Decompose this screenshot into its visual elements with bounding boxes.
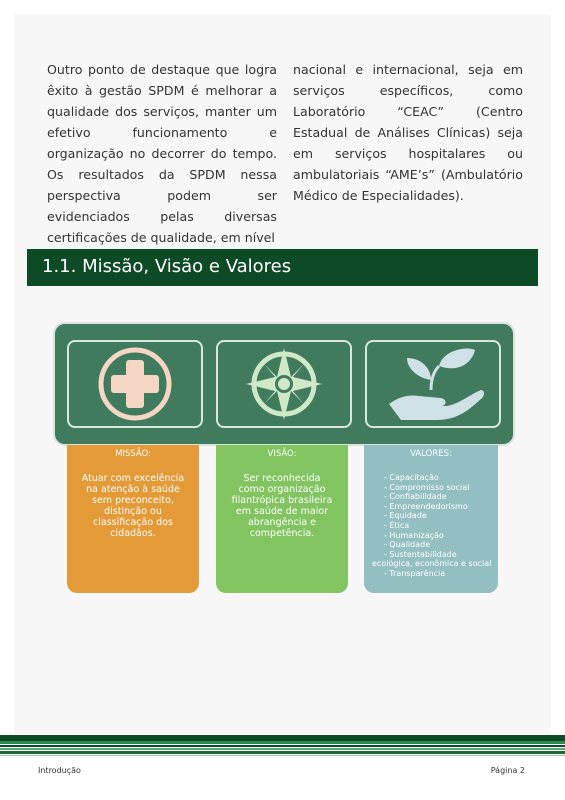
mission-card-title: MISSÃO: (115, 449, 151, 459)
mission-card (67, 445, 199, 593)
footer-stripe (0, 741, 565, 744)
footer-stripe (0, 745, 565, 747)
values-list-item: - Ética (384, 520, 410, 530)
values-list-item: - Transparência (384, 568, 446, 578)
body-paragraph-right: nacional e internacional, seja em serviços específicos, como Laboratório “CEAC” (Centro Estadual de Análises Clínicas) seja em serviços hospitalares ou ambulatoriais “AME’s” (Ambulatório Médico de Especialidades). (293, 61, 523, 203)
values-list-item: - Empreendedorismo (384, 501, 468, 511)
values-list-item: - Sustentabilidade (384, 549, 457, 559)
footer-stripe (0, 755, 565, 756)
icon-panel (53, 322, 515, 446)
values-list-item: - Qualidade (384, 540, 431, 550)
footer-page-number: Página 2 (490, 766, 525, 775)
values-list-item: - Equidade (384, 511, 427, 521)
footer-stripe (0, 751, 565, 754)
compass-rose-icon (218, 342, 350, 426)
values-list-item: ecológica, econômica e social (372, 559, 492, 569)
values-icon-frame (365, 340, 501, 428)
footer-stripe (0, 748, 565, 750)
vision-card-text: Ser reconhecida como organização filantrópica brasileira em saúde de maior abrangência e competência. (231, 473, 333, 539)
body-paragraph-left: Outro ponto de destaque que logra êxito à gestão SPDM é melhorar a qualidade dos serviços, manter um efetivo funcionamento e organização no decorrer do tempo. Os resultados da SPDM nessa perspectiva podem ser evidenciados pelas diversas certificações de qualidade, em nível (47, 61, 277, 245)
section-title: 1.1. Missão, Visão e Valores (42, 256, 292, 277)
vision-icon-frame (216, 340, 352, 428)
values-card (364, 445, 498, 593)
mission-card-text: Atuar com excelência na atenção à saúde sem preconceito, distinção ou classificação dos cidadãos. (81, 473, 185, 539)
footer-section-name: Introdução (38, 766, 81, 775)
mission-icon-frame (67, 340, 203, 428)
values-list-item: - Capacitação (384, 473, 439, 482)
plant-in-hand-icon (367, 342, 499, 426)
vision-card (216, 445, 348, 593)
medical-cross-icon (69, 342, 201, 426)
values-list-item: - Humanização (384, 530, 444, 540)
vision-card-title: VISÃO: (267, 449, 297, 459)
values-list-item: - Confiabilidade (384, 492, 447, 502)
values-list (364, 473, 498, 579)
values-card-title: VALORES: (410, 449, 452, 459)
section-header-bar (27, 249, 538, 286)
values-list-item: - Compromisso social (384, 482, 470, 492)
